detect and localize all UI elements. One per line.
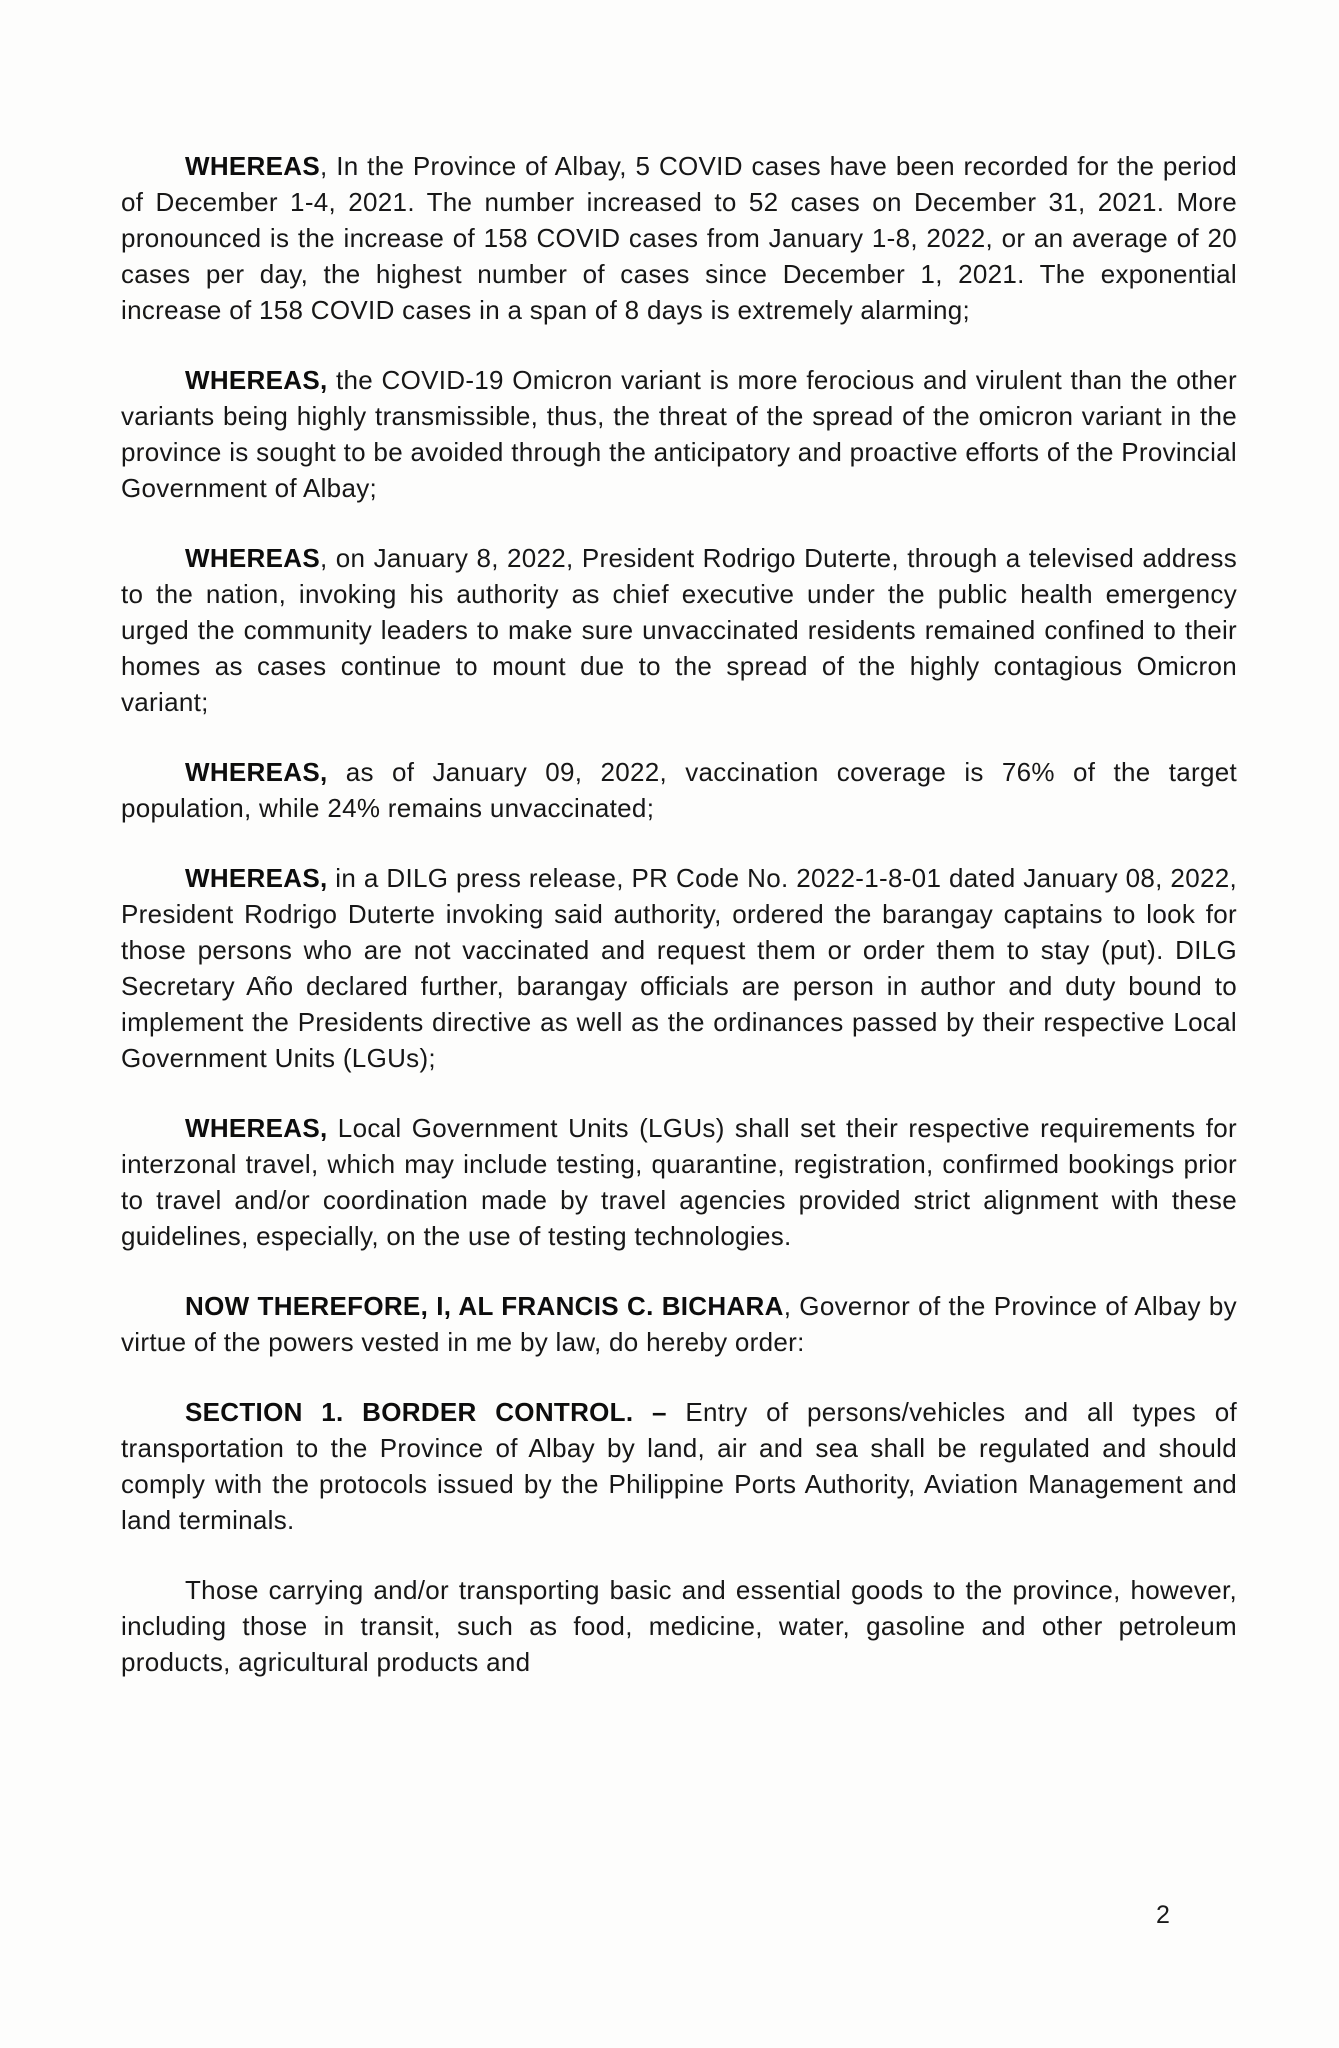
whereas-clause-6	[121, 1110, 1237, 1254]
page-number: 2	[1156, 1901, 1170, 1929]
document-body	[121, 148, 1237, 1714]
whereas-lead-3: WHEREAS	[185, 543, 320, 573]
whereas-clause-1	[121, 148, 1237, 328]
now-therefore-clause	[121, 1288, 1237, 1360]
whereas-lead-6: WHEREAS,	[185, 1113, 328, 1143]
whereas-clause-5	[121, 860, 1237, 1076]
now-therefore-text: , Governor of the Province of Albay by virtue of the powers vested in me by law, do hereby order:	[121, 1291, 1237, 1357]
whereas-text-3: , on January 8, 2022, President Rodrigo Duterte, through a televised address to the nation, invoking his authority as chief executive under the public health emergency urged the community leaders to make sure unvaccinated residents remained confined to their homes as cases continue to mount due to the spread of the highly contagious Omicron variant;	[121, 543, 1237, 717]
section-1-border-control	[121, 1394, 1237, 1538]
whereas-lead-1: WHEREAS	[185, 151, 320, 181]
whereas-text-1: , In the Province of Albay, 5 COVID cases have been recorded for the period of December 1-4, 2021. The number increased to 52 cases on December 31, 2021. More pronounced is the increase of 158 COVID cases from January 1-8, 2022, or an average of 20 cases per day, the highest number of cases since December 1, 2021. The exponential increase of 158 COVID cases in a span of 8 days is extremely alarming;	[121, 151, 1237, 325]
whereas-text-5: in a DILG press release, PR Code No. 2022-1-8-01 dated January 08, 2022, President Rodrigo Duterte invoking said authority, ordered the barangay captains to look for those persons who are not vaccinated and request them or order them to stay (put). DILG Secretary Año declared further, barangay officials are person in author and duty bound to implement the Presidents directive as well as the ordinances passed by their respective Local Government Units (LGUs);	[121, 863, 1237, 1073]
whereas-text-4: as of January 09, 2022, vaccination coverage is 76% of the target population, while 24% remains unvaccinated;	[121, 757, 1237, 823]
whereas-clause-4	[121, 754, 1237, 826]
whereas-lead-5: WHEREAS,	[185, 863, 328, 893]
now-therefore-lead: NOW THEREFORE, I, AL FRANCIS C. BICHARA	[185, 1291, 784, 1321]
whereas-clause-2	[121, 362, 1237, 506]
whereas-clause-3	[121, 540, 1237, 720]
section-1-lead: SECTION 1. BORDER CONTROL. –	[185, 1397, 667, 1427]
essential-goods-paragraph	[121, 1572, 1237, 1680]
whereas-text-2: the COVID-19 Omicron variant is more ferocious and virulent than the other variants being highly transmissible, thus, the threat of the spread of the omicron variant in the province is sought to be avoided through the anticipatory and proactive efforts of the Provincial Government of Albay;	[121, 365, 1237, 503]
whereas-text-6: Local Government Units (LGUs) shall set their respective requirements for interzonal travel, which may include testing, quarantine, registration, confirmed bookings prior to travel and/or coordination made by travel agencies provided strict alignment with these guidelines, especially, on the use of testing technologies.	[121, 1113, 1237, 1251]
essential-goods-text: Those carrying and/or transporting basic and essential goods to the province, however, including those in transit, such as food, medicine, water, gasoline and other petroleum products, agricultural products and	[121, 1575, 1237, 1677]
section-1-text: Entry of persons/vehicles and all types of transportation to the Province of Albay by land, air and sea shall be regulated and should comply with the protocols issued by the Philippine Ports Authority, Aviation Management and land terminals.	[121, 1397, 1237, 1535]
whereas-lead-4: WHEREAS,	[185, 757, 328, 787]
whereas-lead-2: WHEREAS,	[185, 365, 328, 395]
